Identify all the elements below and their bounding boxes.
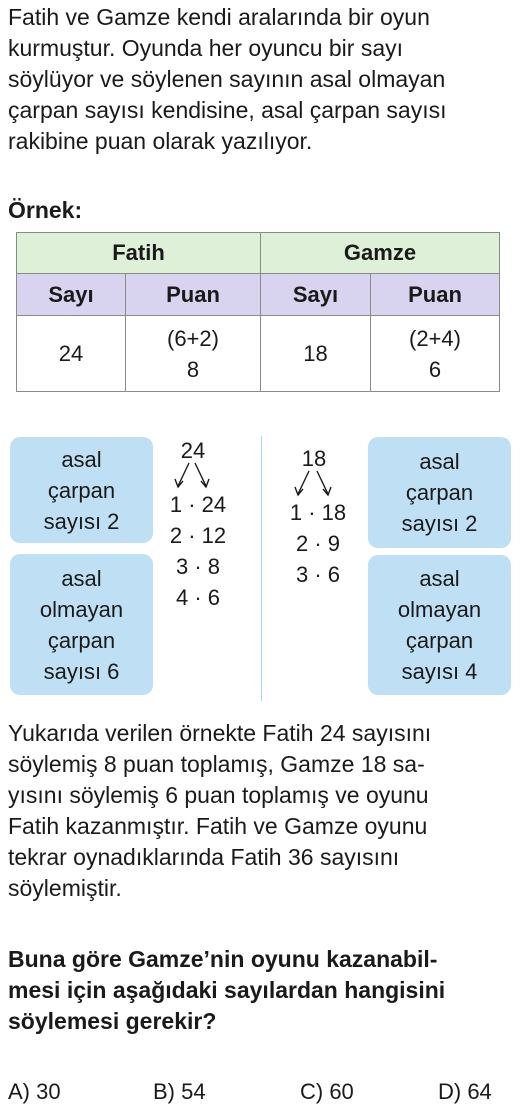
intro-paragraph [8,2,516,157]
factor-pair: 2 · 12 [169,523,227,548]
intro-line: Fatih ve Gamze kendi aralarında bir oyun [8,4,430,30]
factor-pair: 2 · 9 [295,531,341,556]
option-d[interactable]: D) 64 [438,1079,492,1104]
box-line: sayısı 6 [43,658,120,684]
box-line: çarpan [405,628,474,653]
column-header-score: Puan [126,274,261,316]
explanation-line: Yukarıda verilen örnekte Fatih 24 sayısını [8,720,432,746]
fatih-number-cell: 24 [17,316,126,392]
fatih-score-value: 8 [186,356,200,382]
left-prime-factor-box [10,437,153,543]
factor-pair: 1 · 24 [169,492,227,517]
box-line: asal [61,565,102,591]
box-line: asal [419,449,460,474]
gamze-score-expression: (2+4) [409,325,461,351]
box-line: sayısı 2 [401,511,478,536]
left-nonprime-factor-box [10,554,153,695]
option-b[interactable]: B) 54 [153,1079,206,1104]
fatih-score-cell [126,316,261,392]
box-line: çarpan [47,627,116,653]
right-prime-factor-box [368,437,511,548]
fatih-score-expression: (6+2) [167,325,219,351]
diagram-divider [261,436,262,701]
box-line: olmayan [39,596,124,622]
column-header-number: Sayı [17,274,126,316]
question-line: mesi için aşağıdaki sayılardan hangisini [8,977,446,1003]
player-header-gamze: Gamze [261,233,500,274]
example-label: Örnek: [8,197,83,223]
option-c[interactable]: C) 60 [300,1079,354,1104]
explanation-line: Fatih kazanmıştır. Fatih ve Gamze oyunu [8,813,428,839]
example-table [16,232,500,392]
right-nonprime-factor-box [368,555,511,695]
box-line: asal [61,446,102,472]
intro-line: rakibine puan olarak yazılıyor. [8,128,313,154]
explanation-line: tekrar oynadıklarında Fatih 36 sayısını [8,844,400,870]
explanation-line: söylemiş 8 puan toplamış, Gamze 18 sa- [8,751,425,777]
box-line: sayısı 2 [43,508,120,534]
left-number: 24 [180,438,206,463]
question-line: söylemesi gerekir? [8,1008,217,1034]
intro-line: söylüyor ve söylenen sayının asal olmayan [8,66,446,92]
explanation-line: söylemiştir. [8,875,122,901]
explanation-line: yısını söylemiş 6 puan toplamış ve oyunu [8,782,429,808]
gamze-number-cell: 18 [261,316,371,392]
left-factor-pairs [158,489,238,613]
gamze-score-value: 6 [428,356,442,382]
factor-pair: 1 · 18 [289,500,347,525]
factor-pair: 4 · 6 [175,585,221,610]
intro-line: kurmuştur. Oyunda her oyuncu bir sayı [8,35,404,61]
player-header-fatih: Fatih [17,233,261,274]
box-line: asal [419,566,460,591]
factor-pair: 3 · 8 [175,554,221,579]
gamze-score-cell [371,316,500,392]
explanation-paragraph [8,718,516,904]
column-header-score: Puan [371,274,500,316]
column-header-number: Sayı [261,274,371,316]
question-line: Buna göre Gamze’nin oyunu kazanabil- [8,946,438,972]
option-a[interactable]: A) 30 [8,1079,61,1104]
intro-line: çarpan sayısı kendisine, asal çarpan sayısı [8,97,447,123]
factor-pair: 3 · 6 [295,562,341,587]
right-number: 18 [301,446,327,471]
box-line: sayısı 4 [401,659,478,684]
question-text [8,944,516,1037]
box-line: çarpan [405,480,474,505]
right-factor-pairs [278,497,358,590]
box-line: olmayan [397,597,482,622]
box-line: çarpan [47,477,116,503]
